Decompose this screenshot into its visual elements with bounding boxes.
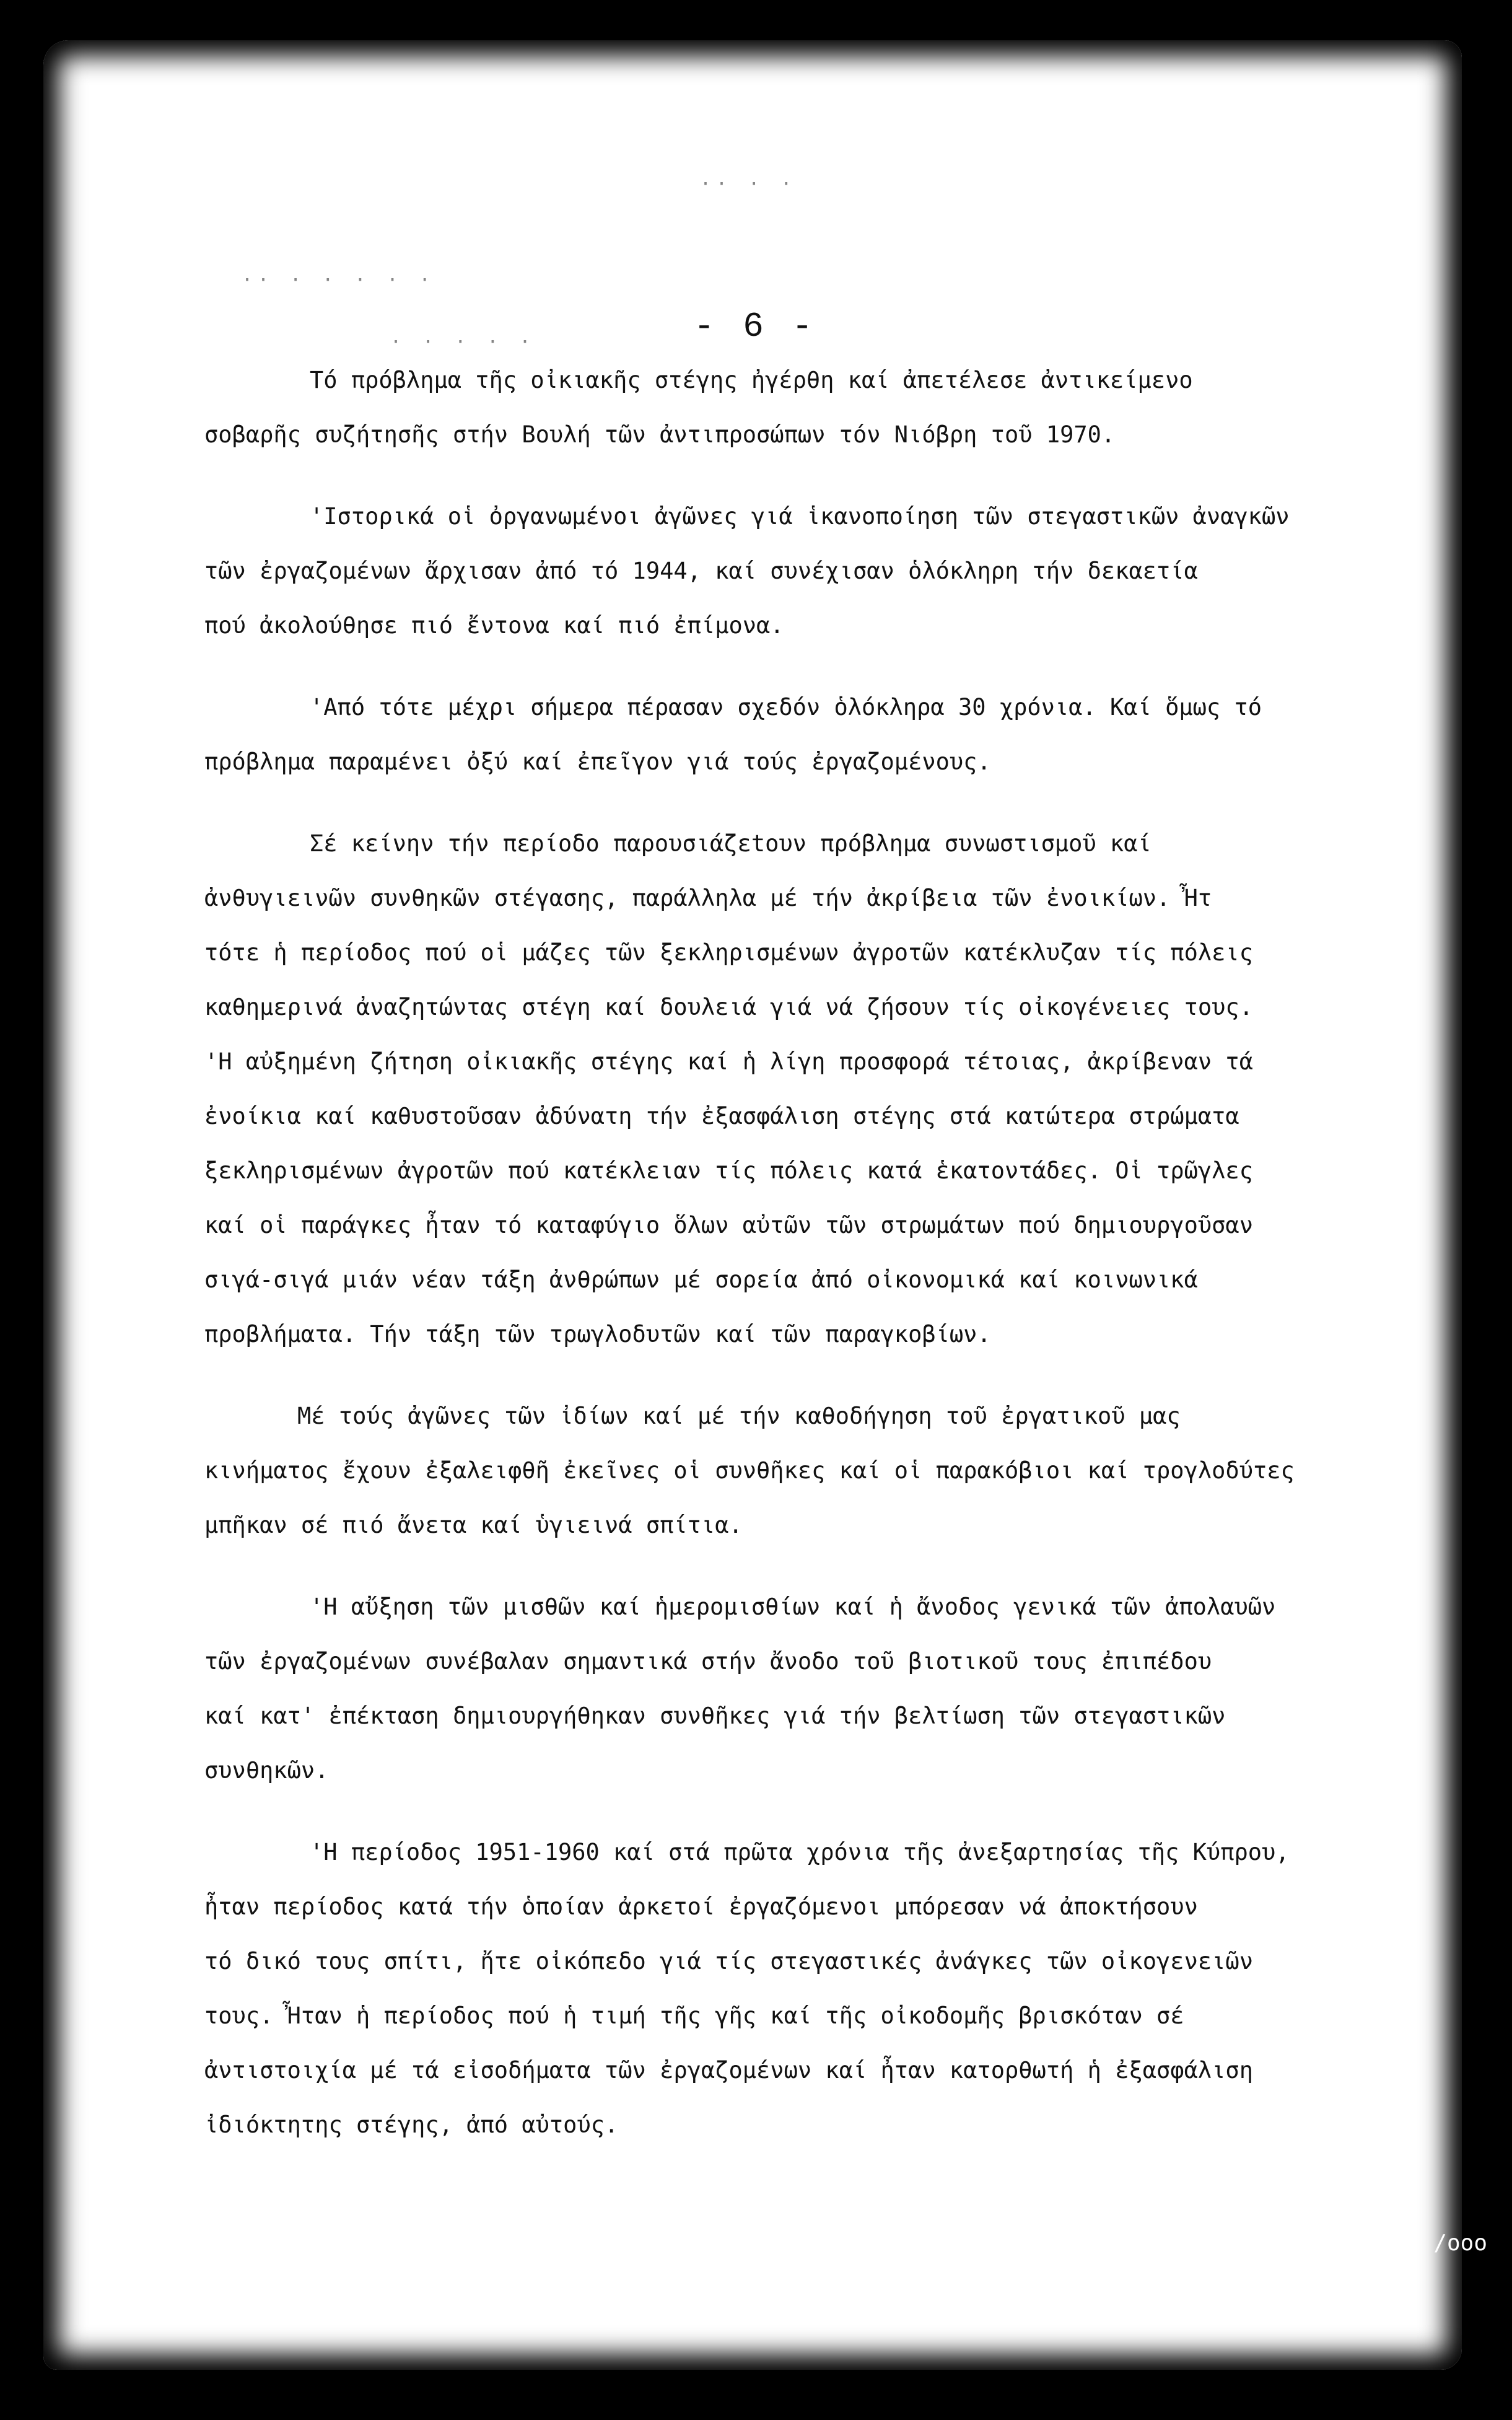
- text-line: τότε ἡ περίοδος πού οἱ μάζες τῶν ξεκληρισμένων ἀγροτῶν κατέκλυζαν τίς πόλεις: [204, 939, 1253, 966]
- text-line: σοβαρῆς συζήτησῆς στήν Βουλή τῶν ἀντιπροσώπων τόν Νιόβρη τοῦ 1970.: [204, 421, 1116, 448]
- text-line: μπῆκαν σέ πιό ἄνετα καί ὑγιεινά σπίτια.: [204, 1512, 743, 1538]
- text-line: καί οἱ παράγκες ἦταν τό καταφύγιο ὅλων αὐτῶν τῶν στρωμάτων πού δημιουργοῦσαν: [204, 1212, 1253, 1238]
- text-line: ἰδιόκτητης στέγης, ἀπό αὐτούς.: [204, 2111, 619, 2138]
- text-line: προβλήματα. Τήν τάξη τῶν τρωγλοδυτῶν καί τῶν παραγκοβίων.: [204, 1321, 991, 1348]
- text-line: κινήματος ἔχουν ἐξαλειφθῆ ἐκεῖνες οἱ συνθῆκες καί οἱ παρακόβιοι καί τρογλοδύτες: [204, 1457, 1295, 1484]
- continuation-mark: /ooo: [1433, 2230, 1487, 2256]
- text-line: 'Η περίοδος 1951-1960 καί στά πρῶτα χρόνια τῆς ἀνεξαρτησίας τῆς Κύπρου,: [310, 1839, 1290, 1865]
- text-line: ξεκληρισμένων ἀγροτῶν πού κατέκλειαν τίς πόλεις κατά ἑκατοντάδες. Οἱ τρῶγλες: [204, 1157, 1253, 1184]
- text-line: Τό πρόβλημα τῆς οἰκιακῆς στέγης ἠγέρθη καί ἀπετέλεσε ἀντικείμενο: [310, 367, 1193, 393]
- scan-noise: · · · · ·: [390, 331, 536, 353]
- text-line: πού ἀκολούθησε πιό ἔντονα καί πιό ἐπίμονα.: [204, 612, 784, 639]
- text-line: 'Η αὐξημένη ζήτηση οἰκιακῆς στέγης καί ἡ λίγη προσφορά τέτοιας, ἀκρίβεναν τά: [204, 1048, 1253, 1075]
- scan-noise: ·· · ·: [700, 173, 797, 195]
- text-line: 'Ιστορικά οἱ ὀργανωμένοι ἀγῶνες γιά ἱκανοποίηση τῶν στεγαστικῶν ἀναγκῶν: [310, 503, 1290, 530]
- text-line: Μέ τούς ἀγῶνες τῶν ἰδίων καί μέ τήν καθοδήγηση τοῦ ἐργατικοῦ μας: [297, 1403, 1181, 1429]
- text-line: τό δικό τους σπίτι, ἤτε οἰκόπεδο γιά τίς στεγαστικές ἀνάγκες τῶν οἰκογενειῶν: [204, 1948, 1253, 1975]
- text-line: ἐνοίκια καί καθυστοῦσαν ἀδύνατη τήν ἐξασφάλιση στέγης στά κατώτερα στρώματα: [204, 1103, 1239, 1129]
- text-line: συνθηκῶν.: [204, 1757, 329, 1784]
- text-line: 'Η αὔξηση τῶν μισθῶν καί ἡμερομισθίων καί ἡ ἄνοδος γενικά τῶν ἀπολαυῶν: [310, 1594, 1276, 1620]
- text-line: ἦταν περίοδος κατά τήν ὁποίαν ἀρκετοί ἐργαζόμενοι μπόρεσαν νά ἀποκτήσουν: [204, 1893, 1198, 1920]
- text-line: ἀντιστοιχία μέ τά εἰσοδήματα τῶν ἐργαζομένων καί ἦταν κατορθωτή ἡ ἐξασφάλιση: [204, 2057, 1253, 2084]
- text-line: ἀνθυγιεινῶν συνθηκῶν στέγασης, παράλληλα μέ τήν ἀκρίβεια τῶν ἐνοικίων. Ἦτ: [204, 885, 1212, 911]
- text-line: τῶν ἐργαζομένων συνέβαλαν σημαντικά στήν ἄνοδο τοῦ βιοτικοῦ τους ἐπιπέδου: [204, 1648, 1212, 1675]
- page-number: - 6 -: [694, 307, 817, 346]
- text-line: σιγά-σιγά μιάν νέαν τάξη ἀνθρώπων μέ σορεία ἀπό οἰκονομικά καί κοινωνικά: [204, 1266, 1198, 1293]
- text-line: καθημερινά ἀναζητώντας στέγη καί δουλειά γιά νά ζήσουν τίς οἰκογένειες τους.: [204, 994, 1253, 1020]
- text-line: Σέ κείνην τήν περίοδο παρουσιάζεtουν πρόβλημα συνωστισμοῦ καί: [310, 830, 1151, 857]
- text-line: τους. Ἦταν ἡ περίοδος πού ἡ τιμή τῆς γῆς καί τῆς οἰκοδομῆς βρισκόταν σέ: [204, 2002, 1184, 2029]
- text-line: καί κατ' ἐπέκταση δημιουργήθηκαν συνθῆκες γιά τήν βελτίωση τῶν στεγαστικῶν: [204, 1703, 1226, 1729]
- text-line: τῶν ἐργαζομένων ἄρχισαν ἀπό τό 1944, καί συνέχισαν ὁλόκληρη τήν δεκαετία: [204, 558, 1198, 584]
- text-line: 'Από τότε μέχρι σήμερα πέρασαν σχεδόν ὁλόκληρα 30 χρόνια. Καί ὅμως τό: [310, 694, 1262, 721]
- document-body: [204, 353, 1456, 2152]
- text-line: πρόβλημα παραμένει ὀξύ καί ἐπεῖγον γιά τούς ἐργαζομένους.: [204, 748, 991, 775]
- scan-noise: ·· · · · · ·: [242, 270, 435, 291]
